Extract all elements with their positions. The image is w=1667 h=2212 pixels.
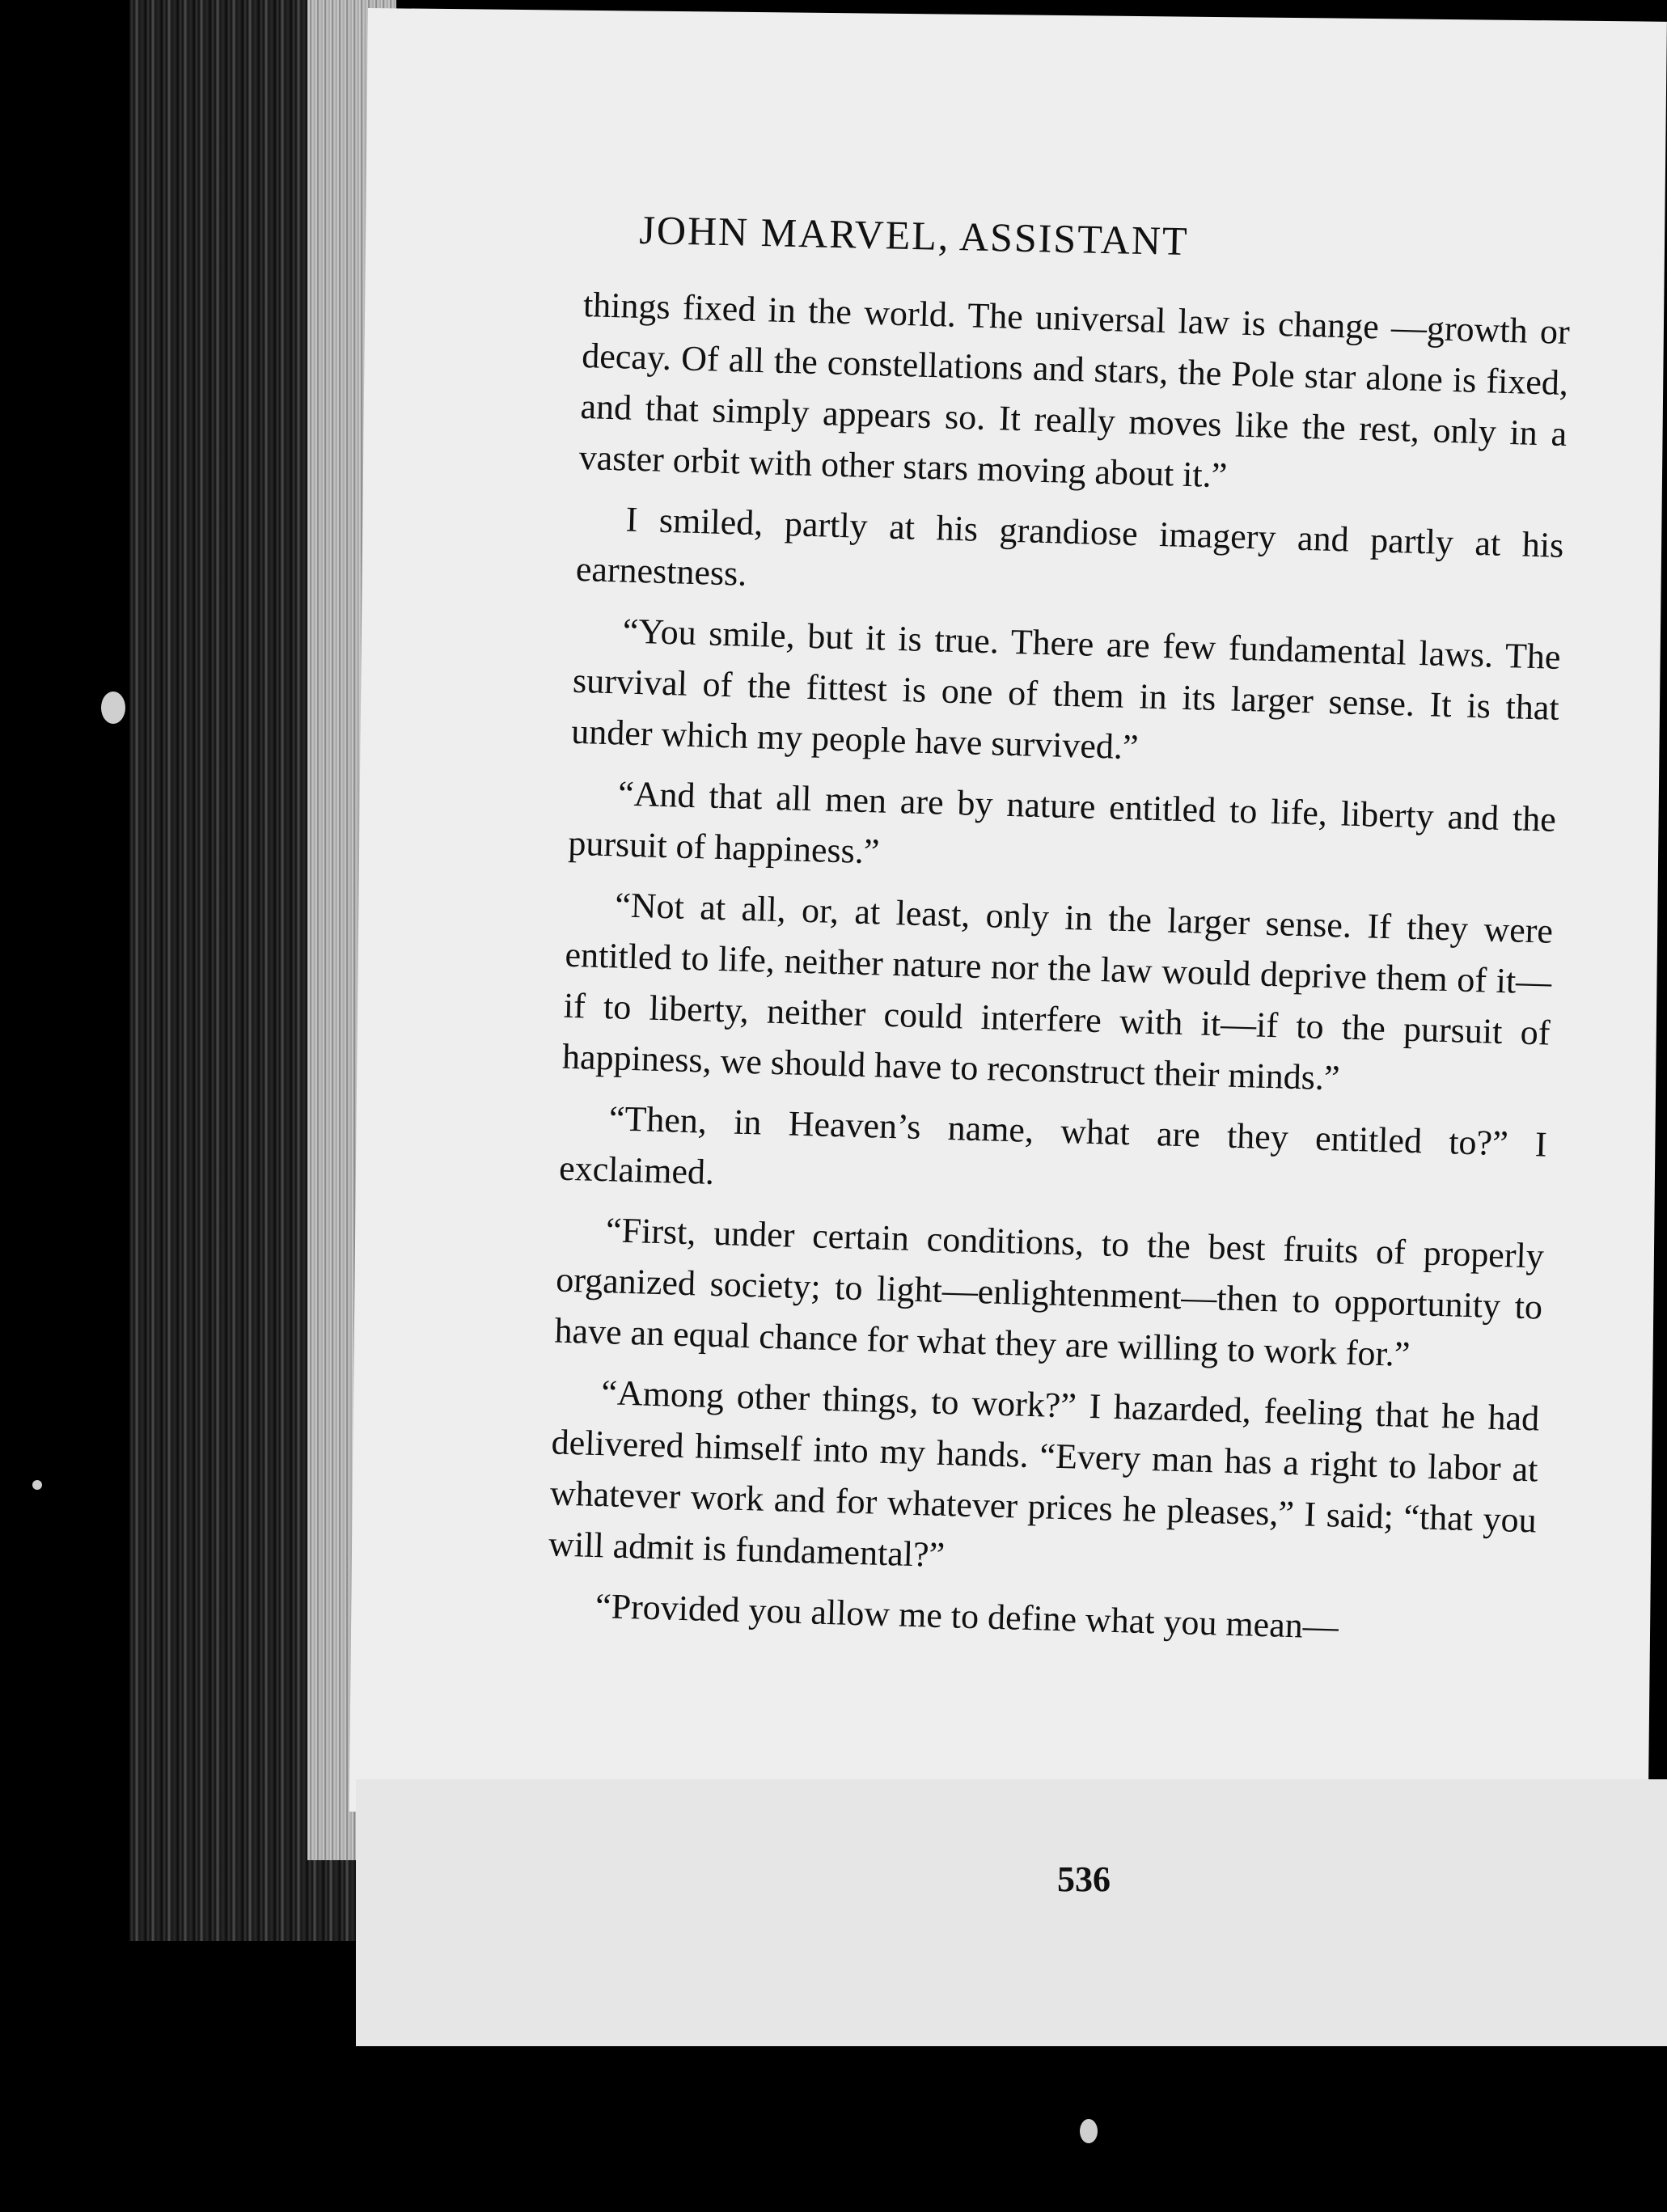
scan-speck bbox=[32, 1480, 42, 1490]
paragraph: “Among other things, to work?” I hazarded, feeling that he had delivered himself into my hands. “Every man has a right to labor at whatever work and for whatever prices he pleases,” I said; “that you will admit is fundamental?” bbox=[548, 1372, 1540, 1575]
scan-speck bbox=[1080, 2119, 1098, 2143]
paragraph: “Then, in Heaven’s name, what are they entitled to?” I exclaimed. bbox=[558, 1098, 1548, 1192]
paragraph: “Provided you allow me to define what you mean— bbox=[594, 1586, 1339, 1647]
paragraph: “Not at all, or, at least, only in the larger sense. If they were entitled to life, neither nature nor the law would deprive them of it—if to liberty, neither could interfere with it—if to the pursuit of happiness, we should have to reconstruct their minds.” bbox=[561, 885, 1554, 1098]
paragraph: things fixed in the world. The universal law is change —growth or decay. Of all the constellations and stars, the Pole star alone is fixed, and that simply appears so. It really moves like the rest, only in a vaster orbit with other stars moving about it.” bbox=[578, 284, 1571, 496]
body-text bbox=[546, 279, 1570, 1657]
page-surface-bottom bbox=[356, 1779, 1667, 2046]
paragraph: I smiled, partly at his grandiose imagery and partly at his earnestness. bbox=[575, 499, 1564, 594]
paragraph: “First, under certain conditions, to the best fruits of properly organized society; to light—enlightenment—then to opportunity to have an equal chance for what they are willing to work for.” bbox=[554, 1210, 1545, 1375]
paragraph: “And that all men are by nature entitled to life, liberty and the pursuit of happiness.” bbox=[567, 773, 1557, 872]
page-number: 536 bbox=[1057, 1859, 1111, 1899]
scan-speck bbox=[101, 692, 125, 724]
paragraph: “You smile, but it is true. There are few fundamental laws. The survival of the fittest is one of them in its larger sense. It is that under which my people have survived.” bbox=[570, 611, 1562, 768]
running-head: JOHN MARVEL, ASSISTANT bbox=[638, 206, 1190, 264]
